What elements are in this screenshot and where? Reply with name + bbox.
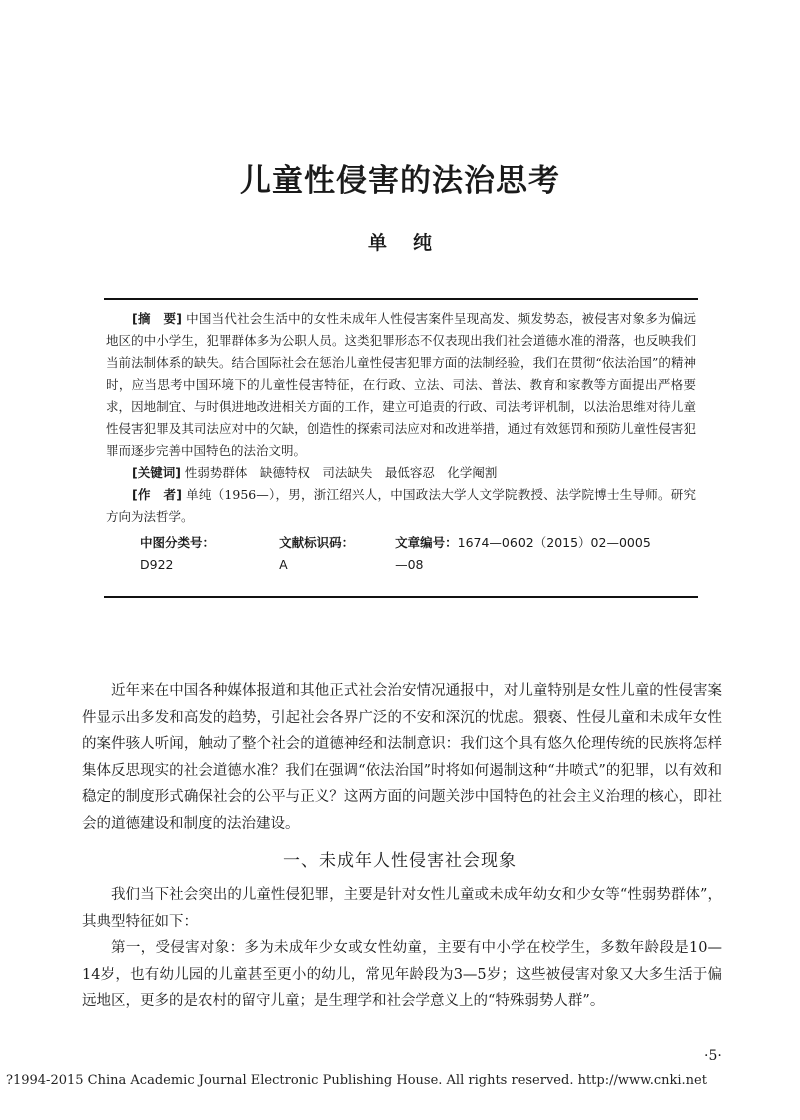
author-name: 单纯	[367, 232, 458, 254]
section-body	[82, 882, 722, 1015]
article-number	[395, 532, 660, 576]
abstract-text: 中国当代社会生活中的女性未成年人性侵害案件呈现高发、频发势态，被侵害对象多为偏远地区的中小学生，犯罪群体多为公职人员。这类犯罪形态不仅表现出我们社会道德水准的滑落，也反映我们当前法制体系的缺失。结合国际社会在惩治儿童性侵害犯罪方面的法制经验，我们在贯彻“依法治国”的精神时，应当思考中国环境下的儿童性侵害特征，在行政、立法、司法、普法、教育和家教等方面提出严格要求，因地制宜、与时俱进地改进相关方面的工作，建立可追责的行政、司法考评机制，以法治思维对待儿童性侵害犯罪及其司法应对中的欠缺，创造性的探索司法应对和改进举措，通过有效惩罚和预防儿童性侵害犯罪而逐步完善中国特色的法治文明。	[106, 311, 696, 458]
copyright-footer: ?1994-2015 China Academic Journal Electronic Publishing House. All rights reserved. http://www.cnki.net	[6, 1073, 707, 1088]
intro-paragraph: 近年来在中国各种媒体报道和其他正式社会治安情况通报中，对儿童特别是女性儿童的性侵害案件显示出多发和高发的趋势，引起社会各界广泛的不安和深沉的忧虑。猥亵、性侵儿童和未成年女性的案件骇人听闻，触动了整个社会的道德神经和法制意识：我们这个具有悠久伦理传统的民族将怎样集体反思现实的社会道德水准？我们在强调“依法治国”时将如何遏制这种“井喷式”的犯罪，以有效和稳定的制度形式确保社会的公平与正义？这两方面的问题关涉中国特色的社会主义治理的核心，即社会的道德建设和制度的法治建设。	[82, 683, 722, 832]
article-number-value: 1674—0602（2015）02—0005—08	[395, 535, 651, 572]
document-code-label: 文献标识码：	[279, 535, 355, 550]
intro-section	[82, 678, 722, 837]
section-heading: 一、未成年人性侵害社会现象	[283, 851, 517, 871]
keywords-line	[106, 462, 696, 484]
page-number: ·5·	[704, 1048, 722, 1064]
abstract-box	[104, 298, 698, 598]
author-info-line	[106, 484, 696, 528]
clc-label: 中图分类号：	[140, 535, 216, 550]
section-paragraph-1: 我们当下社会突出的儿童性侵犯罪，主要是针对女性儿童或未成年幼女和少女等“性弱势群体”，其典型特征如下：	[82, 887, 722, 930]
author-info-label: [作 者]	[132, 487, 182, 502]
section-paragraph-2: 第一，受侵害对象：多为未成年少女或女性幼童，主要有中小学在校学生，多数年龄段是10—14岁，也有幼儿园的儿童甚至更小的幼儿，常见年龄段为3—5岁；这些被侵害对象又大多生活于偏远地区，更多的是农村的留守儿童；是生理学和社会学意义上的“特殊弱势人群”。	[82, 940, 722, 1009]
abstract-paragraph	[106, 308, 696, 462]
article-number-label: 文章编号：	[395, 535, 458, 550]
abstract-label: [摘 要]	[132, 311, 182, 326]
clc-number	[140, 532, 241, 576]
keywords-text: 性弱势群体 缺德特权 司法缺失 最低容忍 化学阉割	[184, 465, 498, 480]
document-code	[279, 532, 357, 576]
document-code-value: A	[279, 557, 288, 572]
article-title: 儿童性侵害的法治思考	[240, 163, 560, 199]
keywords-label: [关键词]	[132, 465, 181, 480]
clc-value: D922	[140, 557, 174, 572]
classification-line	[140, 532, 698, 576]
author-info-text: 单纯（1956—），男，浙江绍兴人，中国政法大学人文学院教授、法学院博士生导师。研究方向为法哲学。	[106, 487, 696, 524]
